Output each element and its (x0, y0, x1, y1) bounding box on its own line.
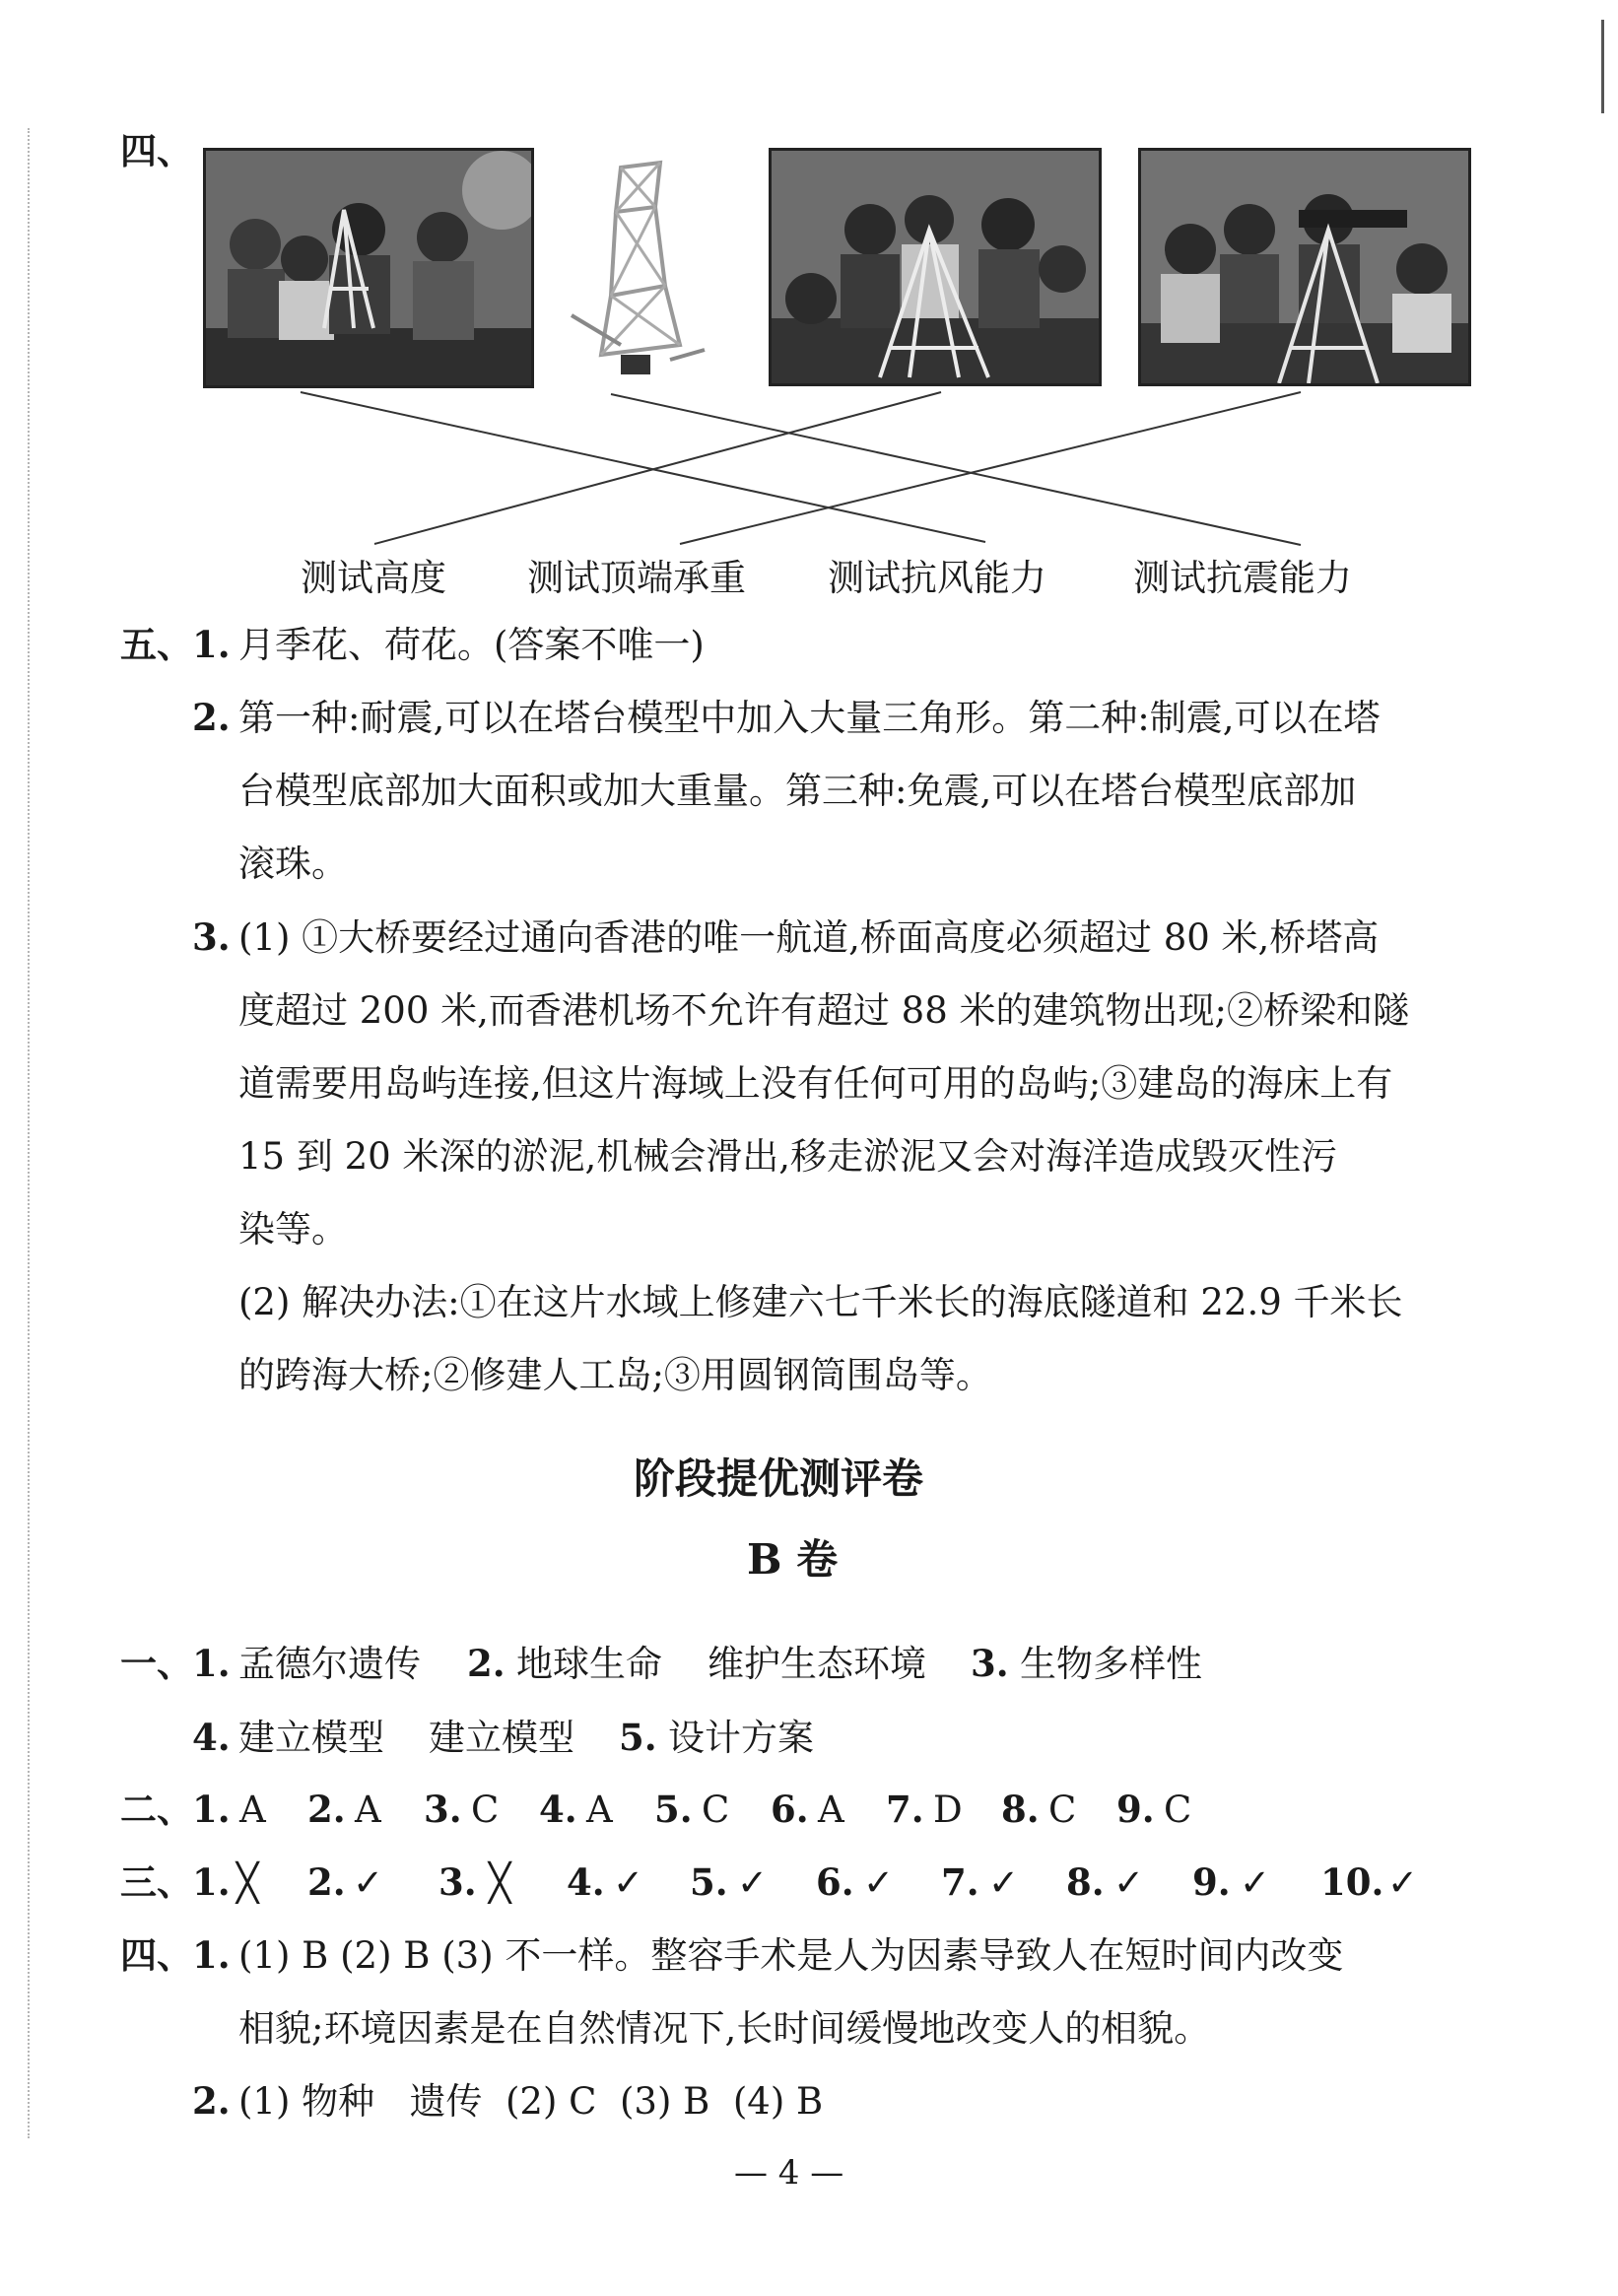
b-q2-num2: 2. (307, 1788, 346, 1831)
b-q2-num6: 6. (771, 1788, 809, 1831)
b-q2-ans3: C (471, 1789, 500, 1831)
q5-item3-line4: 15 到 20 米深的淤泥,机械会滑出,移走淤泥又会对海洋造成毁灭性污 (238, 1135, 1337, 1178)
b-q1-ans4b: 建立模型 (429, 1717, 574, 1759)
b-q1-ans4a: 建立模型 (238, 1717, 384, 1759)
b-q3-label: 三、 (120, 1860, 193, 1904)
photo-height-test (203, 148, 534, 388)
b-q2-ans2: A (355, 1789, 381, 1831)
b-q4-item2-text: (1) 物种 遗传 (2) C (3) B (4) B (238, 2080, 824, 2123)
b-q2-label: 二、 (120, 1788, 193, 1831)
b-q4-label: 四、 (120, 1933, 193, 1977)
b-q2-num4: 4. (539, 1788, 577, 1831)
q5-item3-line2: 度超过 200 米,而香港机场不允许有超过 88 米的建筑物出现;②桥梁和隧 (238, 989, 1409, 1032)
photo-wind-test (1138, 148, 1471, 386)
photo-students-icon (772, 151, 1099, 383)
b-q3-ans5: ✓ (737, 1861, 769, 1904)
b-q1-num3: 3. (971, 1642, 1009, 1685)
b-q3-num3: 3. (438, 1860, 477, 1904)
tower-model-icon (562, 148, 709, 384)
b-q3-num4: 4. (567, 1860, 605, 1904)
b-q1-num1: 1. (192, 1642, 231, 1685)
b-q3-ans3: ╳ (489, 1861, 511, 1904)
q5-item3-line7: 的跨海大桥;②修建人工岛;③用圆钢筒围岛等。 (238, 1354, 992, 1396)
b-q3-num10: 10. (1320, 1860, 1384, 1904)
q5-item1-number: 1. (192, 623, 231, 666)
b-q1-ans2a: 地球生命 (516, 1643, 662, 1685)
b-q3-ans4: ✓ (613, 1861, 644, 1904)
b-q2-num7: 7. (886, 1788, 924, 1831)
b-q2-ans4: A (586, 1789, 613, 1831)
b-q1-ans3: 生物多样性 (1020, 1643, 1202, 1685)
photo-top-load-test (769, 148, 1102, 386)
b-q1-num5: 5. (619, 1716, 657, 1759)
caption-height: 测试高度 (301, 557, 446, 599)
q5-item2-line3: 滚珠。 (238, 843, 348, 885)
b-q4-item1-line2: 相貌;环境因素是在自然情况下,长时间缓慢地改变人的相貌。 (238, 2007, 1211, 2050)
b-q2-num3: 3. (424, 1788, 462, 1831)
photo-students-icon (1141, 151, 1468, 383)
b-q3-num1: 1. (192, 1860, 231, 1904)
b-q3-ans8: ✓ (1113, 1861, 1145, 1904)
binding-margin-line (28, 128, 30, 2138)
b-q2-ans8: C (1048, 1789, 1077, 1831)
b-q3-num8: 8. (1066, 1860, 1105, 1904)
caption-top-load: 测试顶端承重 (527, 557, 746, 599)
b-q3-ans6: ✓ (863, 1861, 895, 1904)
q5-item2-number: 2. (192, 696, 231, 739)
q5-item3-line5: 染等。 (238, 1208, 348, 1250)
q5-item3-line6: (2) 解决办法:①在这片水域上修建六七千米长的海底隧道和 22.9 千米长 (238, 1281, 1403, 1323)
b-q2-ans5: C (702, 1789, 730, 1831)
page-number: — 4 — (734, 2153, 844, 2193)
b-q1-num4: 4. (192, 1716, 231, 1759)
q5-label: 五、 (120, 623, 193, 666)
q5-item1-line1: 月季花、荷花。(答案不唯一) (238, 624, 705, 666)
b-q3-num9: 9. (1192, 1860, 1231, 1904)
b-q1-ans2b: 维护生态环境 (708, 1643, 926, 1685)
b-q2-ans7: D (933, 1789, 963, 1831)
caption-wind: 测试抗风能力 (828, 557, 1046, 599)
q4-label: 四、 (120, 129, 193, 172)
b-q3-ans1: ╳ (236, 1861, 259, 1904)
b-q2-num5: 5. (654, 1788, 693, 1831)
q5-item3-line3: 道需要用岛屿连接,但这片海域上没有任何可用的岛屿;③建岛的海床上有 (238, 1062, 1393, 1105)
b-q1-num2: 2. (467, 1642, 506, 1685)
section-subtitle: B 卷 (747, 1535, 839, 1584)
b-q1-label: 一、 (120, 1642, 193, 1685)
b-q3-ans2: ✓ (353, 1861, 384, 1904)
b-q4-item1-line1: (1) B (2) B (3) 不一样。整容手术是人为因素导致人在短时间内改变 (238, 1934, 1344, 1977)
b-q3-num7: 7. (941, 1860, 979, 1904)
b-q2-num9: 9. (1116, 1788, 1155, 1831)
q5-item3-line1: (1) ①大桥要经过通向香港的唯一航道,桥面高度必须超过 80 米,桥塔高 (238, 916, 1380, 959)
b-q3-num6: 6. (816, 1860, 854, 1904)
b-q3-ans9: ✓ (1240, 1861, 1271, 1904)
b-q4-item2-number: 2. (192, 2079, 231, 2123)
b-q2-ans1: A (239, 1789, 266, 1831)
page-edge-mark (1601, 20, 1604, 113)
b-q1-ans5: 设计方案 (668, 1717, 814, 1759)
b-q4-item1-number: 1. (192, 1933, 231, 1977)
q5-item3-number: 3. (192, 915, 231, 959)
caption-earthquake: 测试抗震能力 (1133, 557, 1352, 599)
section-title: 阶段提优测评卷 (634, 1454, 924, 1503)
photo-students-icon (206, 151, 531, 385)
q5-item2-line1: 第一种:耐震,可以在塔台模型中加入大量三角形。第二种:制震,可以在塔 (238, 697, 1381, 739)
b-q2-ans9: C (1164, 1789, 1192, 1831)
b-q3-num2: 2. (307, 1860, 346, 1904)
b-q3-ans7: ✓ (988, 1861, 1020, 1904)
tower-model-image (562, 148, 709, 384)
b-q3-num5: 5. (690, 1860, 728, 1904)
b-q2-ans6: A (818, 1789, 844, 1831)
q5-item2-line2: 台模型底部加大面积或加大重量。第三种:免震,可以在塔台模型底部加 (238, 770, 1357, 812)
b-q2-num1: 1. (192, 1788, 231, 1831)
b-q3-ans10: ✓ (1387, 1861, 1419, 1904)
b-q1-ans1: 孟德尔遗传 (238, 1643, 421, 1685)
b-q2-num8: 8. (1001, 1788, 1040, 1831)
